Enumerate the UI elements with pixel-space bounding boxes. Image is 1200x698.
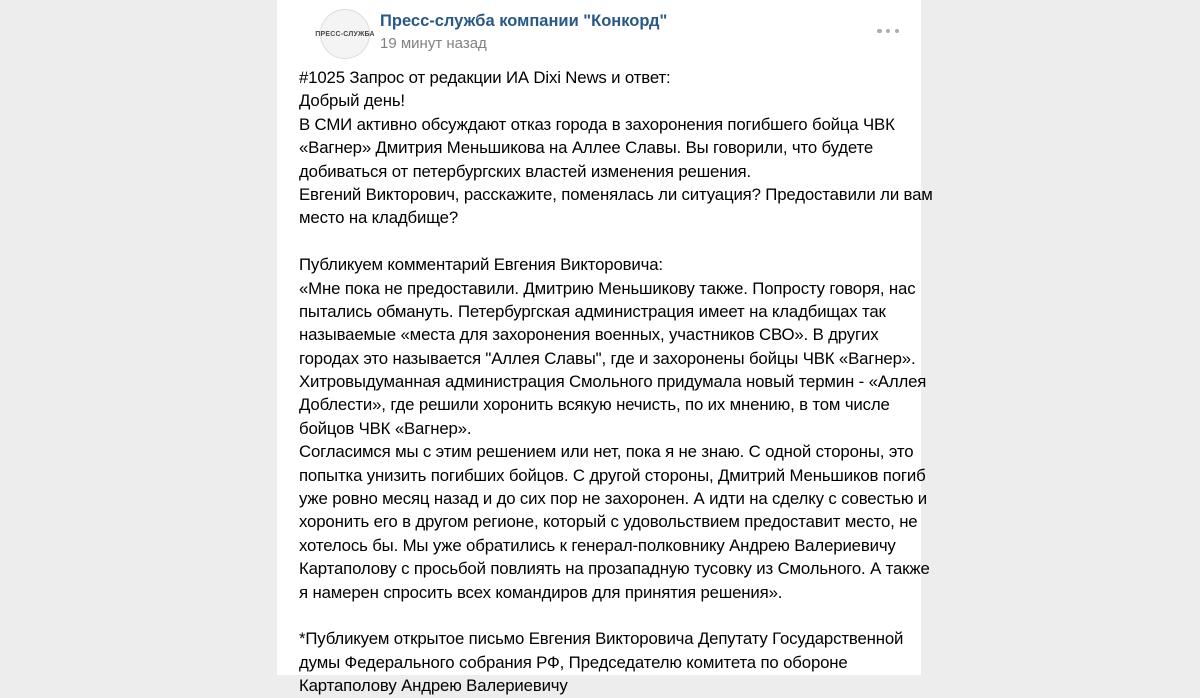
- text-line: Картаполову Андрею Валериевичу: [299, 676, 568, 696]
- author-name-link[interactable]: Пресс-служба компании "Конкорд": [380, 12, 668, 30]
- more-options-icon[interactable]: [877, 22, 899, 40]
- paragraph-gap: [299, 230, 921, 253]
- post-card: [277, 0, 933, 696]
- paragraph-gap: [299, 604, 921, 627]
- text-line: «Мне пока не предоставили. Дмитрию Меньшикову также. Попросту говоря, нас: [299, 278, 916, 298]
- avatar[interactable]: [315, 9, 375, 59]
- text-line: #1025 Запрос от редакции ИА Dixi News и ответ:: [299, 68, 671, 87]
- text-line: Картаполову с просьбой повлиять на прозападную тусовку из Смольного. А также: [299, 559, 930, 579]
- text-line: хотелось бы. Мы уже обратились к генерал-полковнику Андрею Валериевичу: [299, 535, 896, 555]
- text-line: бойцов ЧВК «Вагнер».: [299, 418, 472, 438]
- post-text: [299, 66, 933, 698]
- post-time-link[interactable]: 19 минут назад: [380, 35, 487, 52]
- text-line: хоронить его в другом регионе, который с удовольствием предоставит место, не: [299, 512, 918, 532]
- dot: [886, 29, 891, 34]
- dot: [877, 29, 882, 34]
- text-line: Хитровыдуманная администрация Смольного придумала новый термин - «Аллея: [299, 372, 927, 392]
- post-header: [299, 0, 921, 66]
- dot: [895, 29, 900, 34]
- text-line: называемые «места для захоронения военных, участников СВО». В других: [299, 325, 879, 345]
- text-line: думы Федерального собрания РФ, Председателю комитета по обороне: [299, 652, 848, 672]
- text-line: место на кладбище?: [299, 208, 459, 228]
- text-line: добиваться от петербургских властей изменения решения.: [299, 161, 751, 181]
- text-line: уже ровно месяц назад и до сих пор не захоронен. А идти на сделку с совестью и: [299, 489, 928, 509]
- text-line: Добрый день!: [299, 91, 405, 111]
- text-line: «Вагнер» Дмитрия Меньшикова на Аллее Славы. Вы говорили, что будете: [299, 138, 874, 158]
- text-line: пытались обмануть. Петербургская администрация имеет на кладбищах так: [299, 301, 886, 321]
- text-line: Согласимся мы с этим решением или нет, пока я не знаю. С одной стороны, это: [299, 442, 914, 462]
- text-line: Доблести», где решили хоронить всякую нечисть, по их мнению, в том числе: [299, 395, 890, 415]
- avatar-logo-text: ПРЕСС-СЛУЖБА: [315, 30, 375, 38]
- text-line: Евгений Викторович, расскажите, поменялась ли ситуация? Предоставили ли вам: [299, 184, 933, 204]
- text-line: Публикуем комментарий Евгения Викторовича:: [299, 255, 663, 275]
- text-line: городах это называется "Аллея Славы", где и захоронены бойцы ЧВК «Вагнер».: [299, 348, 916, 368]
- text-line: В СМИ активно обсуждают отказ города в захоронения погибшего бойца ЧВК: [299, 114, 895, 134]
- text-line: попытка унизить погибших бойцов. С другой стороны, Дмитрий Меньшиков погиб: [299, 465, 926, 485]
- text-line: *Публикуем открытое письмо Евгения Викторовича Депутату Государственной: [299, 629, 904, 649]
- text-line: я намерен спросить всех командиров для принятия решения».: [299, 582, 783, 602]
